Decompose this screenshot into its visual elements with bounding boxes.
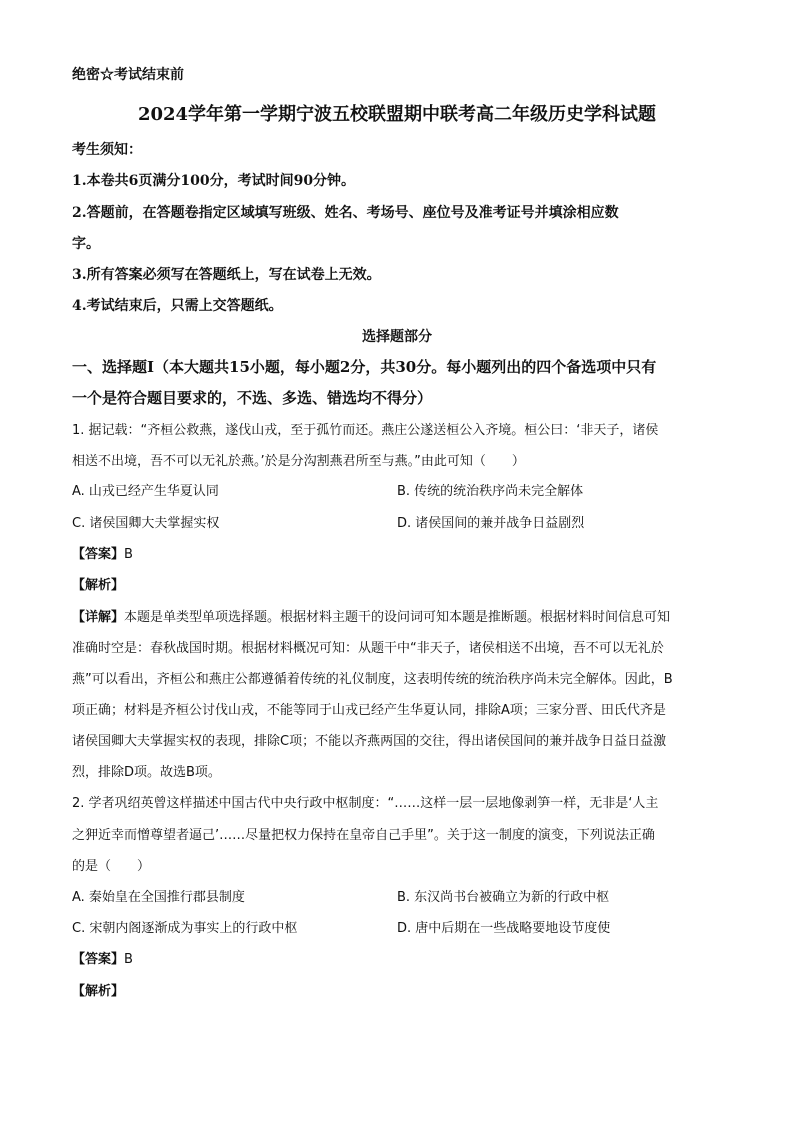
q1-detail-line: 诸侯国卿大夫掌握实权的表现，排除C项；不能以齐燕两国的交往，得出诸侯国间的兼并战争日益日益激 <box>72 734 667 749</box>
notice-item-1: 1.本卷共6页满分100分，考试时间90分钟。 <box>72 173 356 189</box>
q2-answer-value: B <box>124 952 133 967</box>
q1-answer-label: 【答案】 <box>72 547 125 562</box>
notice-item-2-cont: 字。 <box>72 236 100 252</box>
q1-answer-value: B <box>124 547 133 562</box>
q1-answer <box>72 545 722 565</box>
q2-answer-label: 【答案】 <box>72 952 125 967</box>
q2-option-b: B. 东汉尚书台被确立为新的行政中枢 <box>397 890 610 905</box>
question-2-stem: 2. 学者巩绍英曾这样描述中国古代中央行政中枢制度：“……这样一层一层地像剥笋一样，无非是‘人主 <box>72 796 659 811</box>
secret-mark: 绝密☆考试结束前 <box>72 67 184 83</box>
q1-detail-label: 【详解】 <box>72 610 125 625</box>
q2-option-a: A. 秦始皇在全国推行郡县制度 <box>72 890 245 905</box>
question-1-stem: 1. 据记载：“齐桓公救燕，遂伐山戎，至于孤竹而还。燕庄公遂送桓公入齐境。桓公曰：‘非天子，诸侯 <box>72 423 659 438</box>
part1-instructions-cont: 一个是符合题目要求的，不选、多选、错选均不得分） <box>72 389 433 407</box>
q1-analysis-label: 【解析】 <box>72 578 125 593</box>
q1-option-a: A. 山戎已经产生华夏认同 <box>72 484 219 499</box>
q1-detail-line: 项正确；材料是齐桓公讨伐山戎，不能等同于山戎已经产生华夏认同，排除A项；三家分晋、田氏代齐是 <box>72 703 666 718</box>
q1-option-d: D. 诸侯国间的兼并战争日益剧烈 <box>397 516 585 531</box>
q1-detail-text: 本题是单类型单项选择题。根据材料主题干的设问词可知本题是推断题。根据材料时间信息可知 <box>124 610 671 625</box>
part1-instructions: 一、选择题Ⅰ（本大题共15小题，每小题2分，共30分。每小题列出的四个备选项中只有 <box>72 358 657 376</box>
question-2-stem-cont: 之狎近幸而憎尊望者逼己’……尽量把权力保持在皇帝自己手里”。关于这一制度的演变，下列说法正确 <box>72 828 655 843</box>
q2-answer <box>72 950 722 970</box>
notice-item-3: 3.所有答案必须写在答题纸上，写在试卷上无效。 <box>72 267 381 283</box>
question-2-stem-cont: 的是（ ） <box>72 859 151 874</box>
q2-analysis-label: 【解析】 <box>72 984 125 999</box>
q1-option-c: C. 诸侯国卿大夫掌握实权 <box>72 516 220 531</box>
section-title: 选择题部分 <box>362 329 432 345</box>
q2-option-d: D. 唐中后期在一些战略要地设节度使 <box>397 921 611 936</box>
q1-option-b: B. 传统的统治秩序尚未完全解体 <box>397 484 584 499</box>
q1-detail-line <box>72 608 722 628</box>
q1-detail-line: 准确时空是：春秋战国时期。根据材料概况可知：从题干中“非天子，诸侯相送不出境，吾不可以无礼於 <box>72 641 664 656</box>
page-title: 2024学年第一学期宁波五校联盟期中联考高二年级历史学科试题 <box>137 104 657 125</box>
q1-detail-line: 烈，排除D项。故选B项。 <box>72 765 221 780</box>
q1-detail-line: 燕”可以看出，齐桓公和燕庄公都遵循着传统的礼仪制度，这表明传统的统治秩序尚未完全解体。因此，B <box>72 672 673 687</box>
question-1-stem-cont: 相送不出境，吾不可以无礼於燕。’於是分沟割燕君所至与燕。”由此可知（ ） <box>72 454 525 469</box>
q2-option-c: C. 宋朝内阁逐渐成为事实上的行政中枢 <box>72 921 298 936</box>
notice-heading: 考生须知： <box>72 142 142 158</box>
notice-item-4: 4.考试结束后，只需上交答题纸。 <box>72 298 283 314</box>
notice-item-2: 2.答题前，在答题卷指定区域填写班级、姓名、考场号、座位号及准考证号并填涂相应数 <box>72 205 619 221</box>
